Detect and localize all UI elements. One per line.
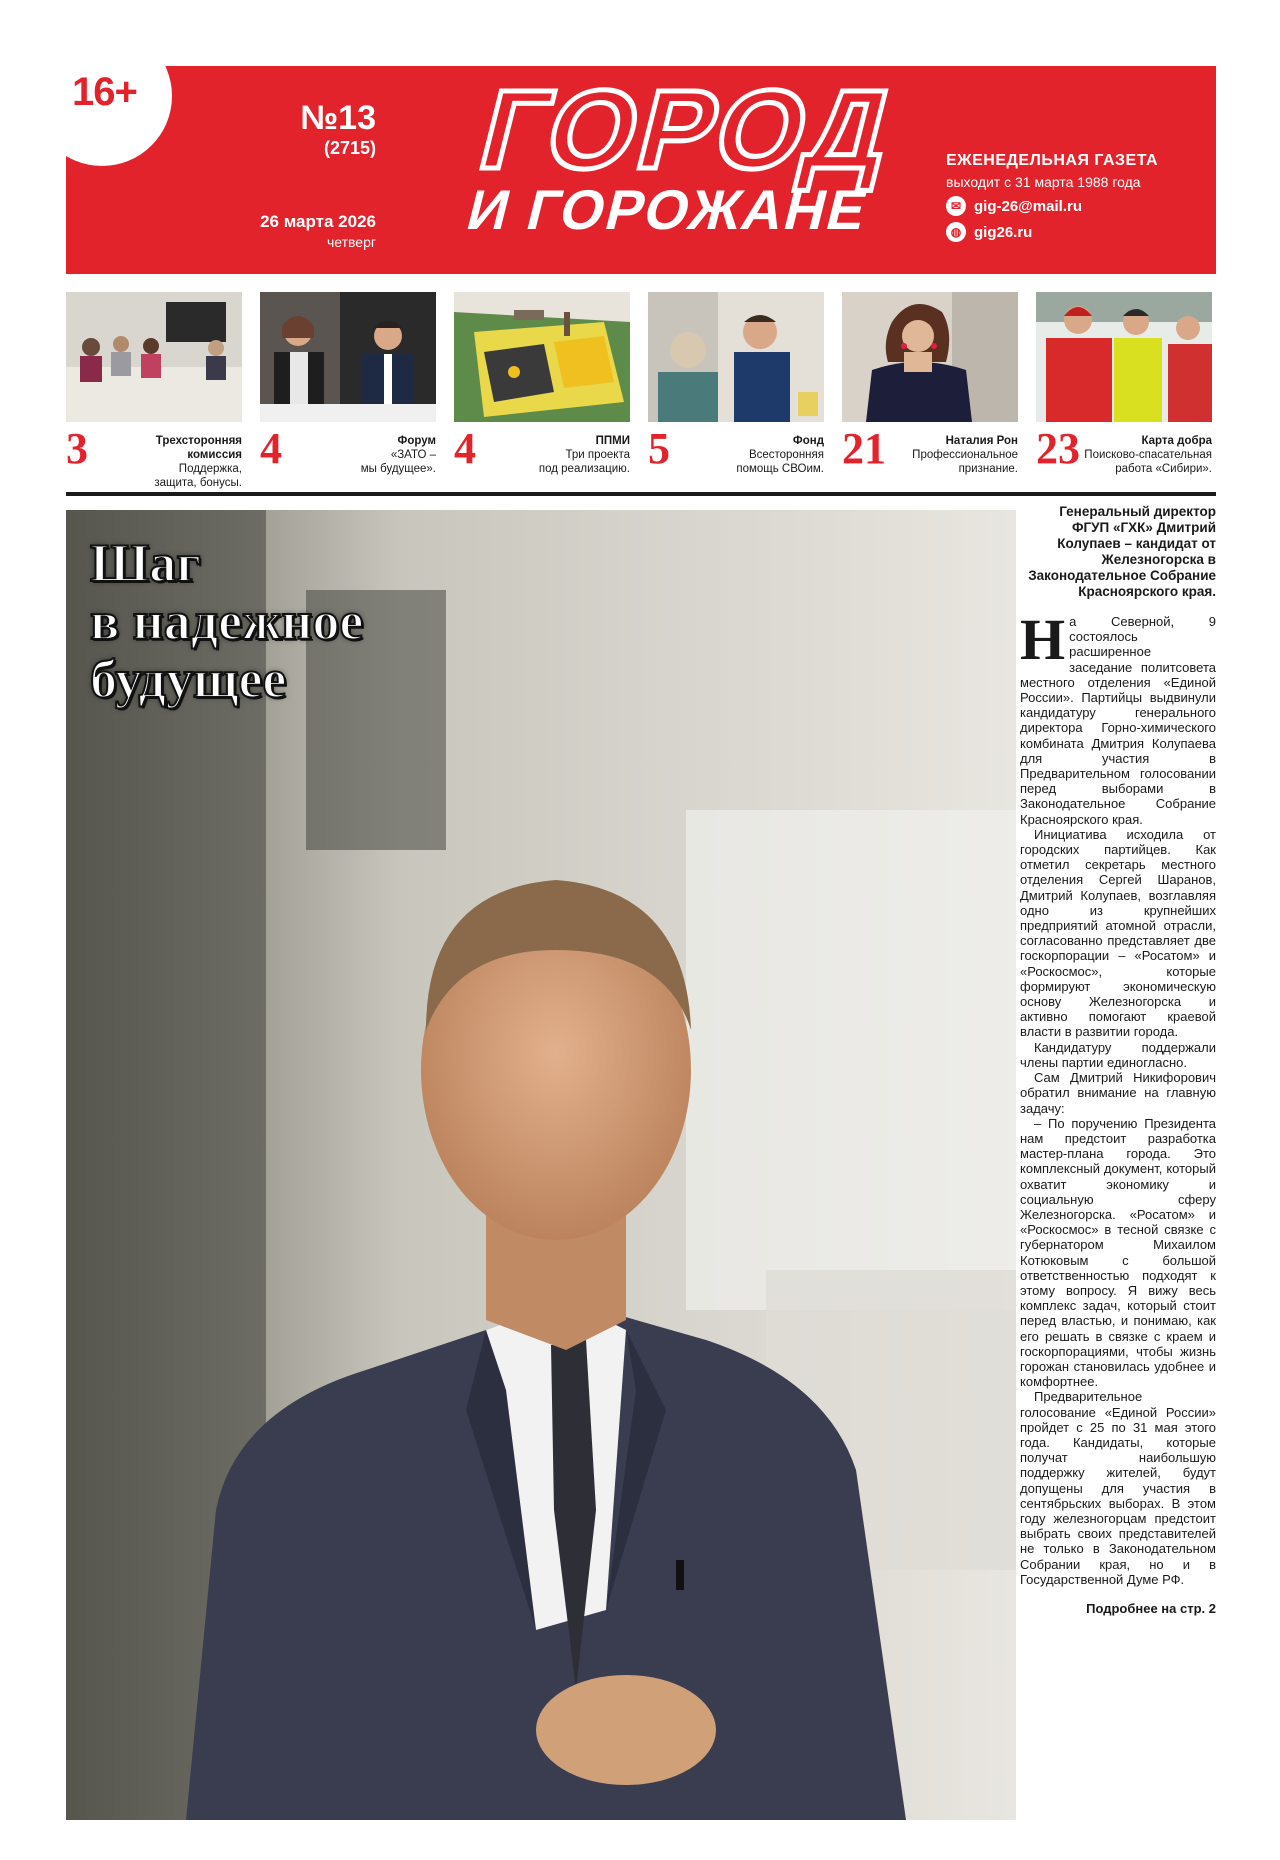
teaser-title: Карта добра <box>1141 435 1212 447</box>
teaser-kindness-map[interactable] <box>1036 292 1212 482</box>
teaser-line: «ЗАТО – <box>390 449 436 461</box>
website-contact[interactable] <box>946 222 1206 242</box>
weekly-label: ЕЖЕНЕДЕЛЬНАЯ ГАЗЕТА <box>946 152 1159 169</box>
article-paragraph: Инициатива исходила от городских партийцев. Как отметил секретарь местного отделения Сергей Шаранов, Дмитрий Колупаев, возглавляя одно из крупнейших предприятий атомной отрасли, согласованно представляет две госкорпорации – «Росатом» и «Роскосмос», которые формируют экономическую основу Железногорска и активно помогают краевой власти в развитии города. <box>1020 826 1216 1040</box>
teaser-photo <box>842 292 1018 422</box>
teaser-page-number: 3 <box>66 424 88 473</box>
teaser-forum[interactable] <box>260 292 436 482</box>
article-paragraph: Кандидатуру поддержали члены партии единогласно. <box>1020 1039 1216 1070</box>
logo-top: ГОРОД <box>468 67 908 192</box>
issue-total: (2715) <box>323 138 376 158</box>
teaser-title: Фонд <box>792 435 824 447</box>
article-paragraph: Предварительное голосование «Единой России» пройдет с 25 по 31 мая этого года. Кандидаты, которые получат наибольшую поддержку жителей, будут допущены для участия в сентябрьских выборах. В этом году железногорцам предстоит выбрать своих представителей не только в Законодательном Собрании края, но и в Государственной Думе РФ. <box>1020 1389 1216 1587</box>
teaser-title: Форум <box>397 435 436 447</box>
teasers-strip <box>66 292 1216 489</box>
globe-icon: ◍ <box>946 222 966 242</box>
published-since: выходит с 31 марта 1988 года <box>946 174 1141 190</box>
teaser-text <box>296 434 436 476</box>
article-paragraph <box>1020 607 1216 827</box>
email-text: gig-26@mail.ru <box>974 197 1082 215</box>
teaser-page-number: 4 <box>260 424 282 473</box>
teaser-text <box>102 434 242 490</box>
teaser-page-number: 4 <box>454 424 476 473</box>
teaser-fund[interactable] <box>648 292 824 482</box>
teaser-ppmi[interactable] <box>454 292 630 482</box>
teaser-text <box>878 434 1018 476</box>
teaser-photo <box>1036 292 1212 422</box>
masthead-info <box>946 152 1206 242</box>
teaser-photo <box>454 292 630 422</box>
mail-icon: ✉ <box>946 196 966 216</box>
teaser-line: помощь СВОим. <box>736 463 824 475</box>
teaser-line: признание. <box>958 463 1018 475</box>
teaser-line: мы будущее». <box>360 463 436 475</box>
teaser-line: Три проекта <box>565 449 630 461</box>
teaser-line: Поддержка, <box>178 463 242 475</box>
teaser-page-number: 5 <box>648 424 670 473</box>
teaser-photo <box>66 292 242 422</box>
headline-line: Шаг <box>90 533 201 593</box>
article-lead: Генеральный директор ФГУП «ГХК» Дмитрий Колупаев – кандидат от Железногорска в Законодательное Собрание Красноярского края. <box>1028 504 1216 599</box>
newspaper-logo <box>346 67 1017 241</box>
article-paragraph: – По поручению Президента нам предстоит разработка мастер-плана города. Это комплексный документ, который охватит экономику и социальную сферу Железногорска. «Росатом» и «Роскосмос» в тесной связке с губернатором Михаилом Котюковым с большой ответственностью подходят к этому вопросу. Я вижу весь комплекс задач, который стоит перед властью, и понимаю, как его решать в связке с краем и госкорпорациями, чтобы жизнь горожан становилась удобнее и комфортнее. <box>1020 1115 1216 1390</box>
drop-cap: Н <box>1020 607 1066 672</box>
masthead <box>66 66 1216 274</box>
teaser-line: защита, бонусы. <box>154 477 242 489</box>
teaser-page-number: 23 <box>1036 424 1080 473</box>
issue-date: 26 марта 2026 <box>260 212 376 231</box>
teaser-photo <box>648 292 824 422</box>
headline-line: в надежное <box>90 591 364 651</box>
teaser-title: ППМИ <box>595 435 630 447</box>
teaser-commission[interactable] <box>66 292 242 489</box>
article-paragraph: Сам Дмитрий Никифорович обратил внимание на главную задачу: <box>1020 1070 1216 1116</box>
teaser-text <box>1072 434 1212 476</box>
teaser-text <box>490 434 630 476</box>
teaser-line: Профессиональное <box>912 449 1018 461</box>
teaser-title: Наталия Рон <box>945 435 1018 447</box>
teaser-natalia-ron[interactable] <box>842 292 1018 482</box>
age-rating: 16+ <box>72 70 137 114</box>
teaser-line: под реализацию. <box>538 463 630 475</box>
age-rating-badge <box>66 66 172 166</box>
section-divider <box>66 492 1216 496</box>
email-contact[interactable] <box>946 196 1206 216</box>
issue-weekday: четверг <box>327 234 376 250</box>
teaser-text <box>684 434 824 476</box>
teaser-title: Трехсторонняя комиссия <box>155 435 242 461</box>
headline-line: будущее <box>90 649 287 709</box>
teaser-page-number: 21 <box>842 424 886 473</box>
teaser-line: Всесторонняя <box>748 449 824 461</box>
logo-bottom: И ГОРОЖАНЕ <box>460 178 876 241</box>
issue-info <box>240 100 376 159</box>
article-paragraph-text: а Северной, 9 состоялось расширенное заседание политсовета местного отделения «Единой России». Партийцы выдвинули кандидатуру генерального директора Горно-химического комбината Дмитрия Колупаева для участия в Предварительном голосовании перед выборами в Законодательное Собрание Красноярского края. <box>1020 614 1216 827</box>
website-text: gig26.ru <box>974 223 1033 241</box>
article-column <box>1020 504 1216 1616</box>
teaser-photo <box>260 292 436 422</box>
continued-link[interactable]: Подробнее на стр. 2 <box>1086 1601 1216 1616</box>
issue-number: №13 <box>300 99 376 137</box>
teaser-line: Поисково-спасательная <box>1084 449 1212 461</box>
headline <box>90 534 570 708</box>
teaser-line: работа «Сибири». <box>1115 463 1212 475</box>
hero-photo <box>66 510 1016 1820</box>
